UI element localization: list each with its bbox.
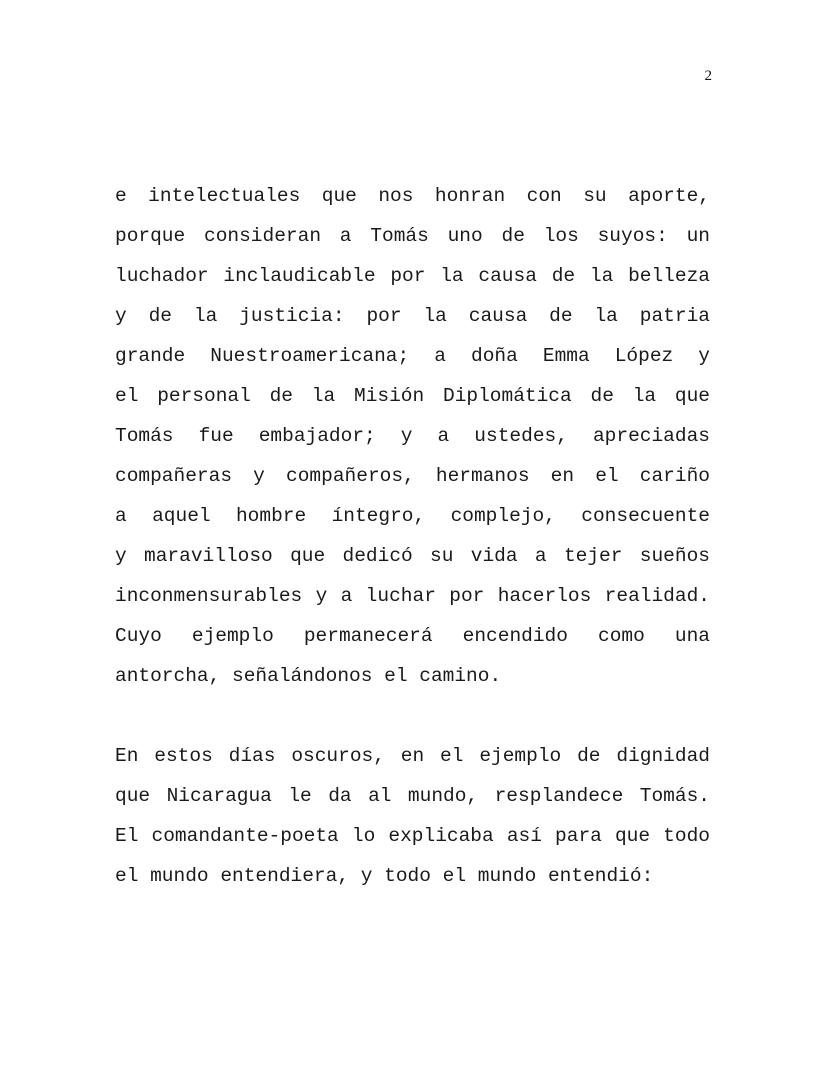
text-line: a aquel hombre íntegro, complejo, consecuente [115,505,710,527]
text-line: y de la justicia: por la causa de la patria [115,305,710,327]
page-number: 2 [704,68,712,84]
text-line: Tomás fue embajador; y a ustedes, apreciadas [115,425,710,447]
text-line: grande Nuestroamericana; a doña Emma López y [115,345,710,367]
text-line: El comandante-poeta lo explicaba así para que todo [115,825,710,847]
paragraph-1 [115,176,710,696]
text-line: compañeras y compañeros, hermanos en el cariño [115,465,710,487]
text-line: que Nicaragua le da al mundo, resplandece Tomás. [115,785,710,807]
text-line: el mundo entendiera, y todo el mundo entendió: [115,865,654,887]
text-line: antorcha, señalándonos el camino. [115,665,502,687]
text-line: En estos días oscuros, en el ejemplo de dignidad [115,745,710,767]
text-line: y maravilloso que dedicó su vida a tejer sueños [115,545,710,567]
text-line: Cuyo ejemplo permanecerá encendido como una [115,625,710,647]
text-line: e intelectuales que nos honran con su aporte, [115,185,710,207]
text-line: porque consideran a Tomás uno de los suyos: un [115,225,710,247]
text-line: el personal de la Misión Diplomática de la que [115,385,710,407]
text-line: luchador inclaudicable por la causa de la belleza [115,265,710,287]
text-line: inconmensurables y a luchar por hacerlos realidad. [115,585,710,607]
paragraph-2 [115,736,710,896]
